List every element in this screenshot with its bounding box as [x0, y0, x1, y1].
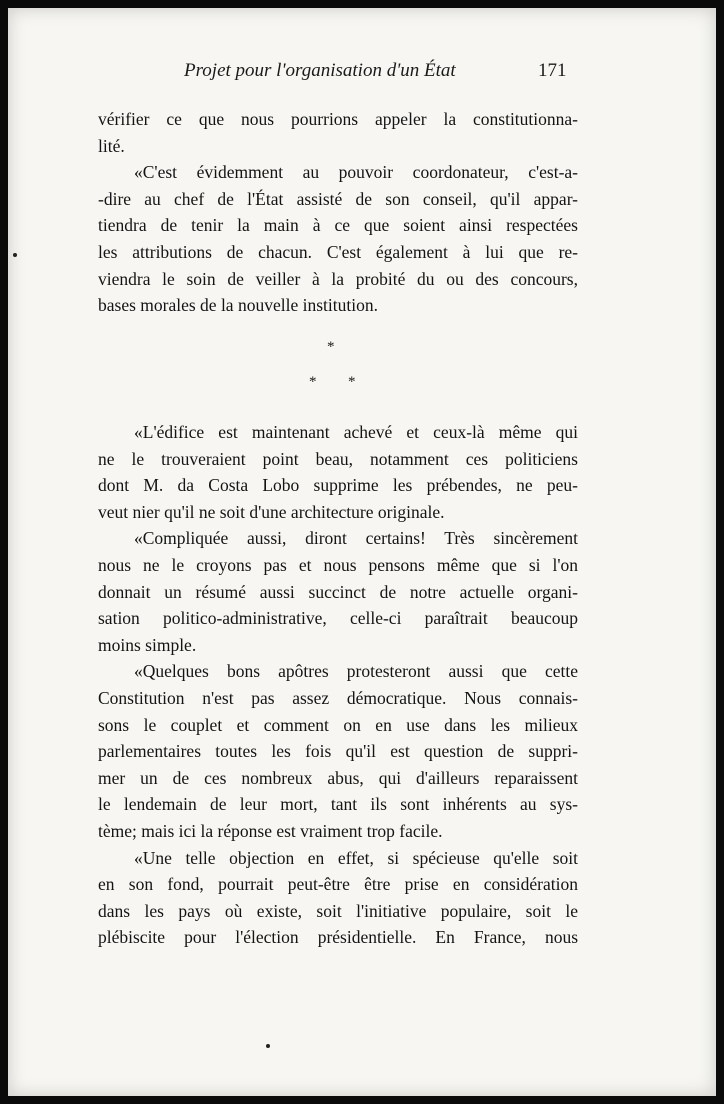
paragraph-start-line: «L'édifice est maintenant achevé et ceux-là même qui — [134, 422, 578, 442]
text-line: Constitution n'est pas assez démocratique. Nous connais- — [98, 687, 578, 708]
text-line: vérifier ce que nous pourrions appeler la constitutionna- — [98, 109, 578, 129]
text-line: sation politico-administrative, celle-ci paraîtrait beaucoup — [98, 608, 578, 629]
paragraph-start-line: «C'est évidemment au pouvoir coordonateur, c'est-a- — [134, 162, 578, 183]
asterisk-right: * — [348, 374, 356, 390]
text-line: dans les pays où existe, soit l'initiative populaire, soit le — [98, 900, 578, 921]
page-number: 171 — [538, 60, 567, 81]
paragraph-start-line: «Quelques bons apôtres protesteront aussi que cette — [134, 661, 578, 682]
text-block-top — [98, 106, 578, 319]
text-line: viendra le soin de veiller à la probité du ou des concours, — [98, 268, 578, 289]
text-block-bottom — [98, 419, 578, 951]
text-line: parlementaires toutes les fois qu'il est question de suppri- — [98, 741, 578, 762]
page-header — [8, 60, 716, 94]
paragraph-start-line: «Une telle objection en effet, si spécieuse qu'elle soit — [134, 847, 578, 868]
asterisk-top: * — [327, 339, 335, 355]
text-line: dont M. da Costa Lobo supprime les prébendes, ne peu- — [98, 475, 578, 496]
paragraph-start-line: «Compliquée aussi, diront certains! Très sincèrement — [134, 528, 578, 549]
book-page — [8, 8, 716, 1096]
text-line: donnait un résumé aussi succinct de notre actuelle organi- — [98, 581, 578, 602]
text-line: les attributions de chacun. C'est également à lui que re- — [98, 241, 578, 262]
text-line: nous ne le croyons pas et nous pensons même que si l'on — [98, 554, 578, 575]
text-line: sons le couplet et comment on en use dans les milieux — [98, 714, 578, 735]
text-line: tème; mais ici la réponse est vraiment trop facile. — [98, 820, 443, 841]
text-line: tiendra de tenir la main à ce que soient ainsi respectées — [98, 215, 578, 236]
scan-speck — [13, 253, 17, 257]
text-line: lité. — [98, 135, 125, 156]
text-line: ne le trouveraient point beau, notamment ces politiciens — [98, 448, 578, 469]
text-line: bases morales de la nouvelle institution. — [98, 295, 378, 316]
text-line: moins simple. — [98, 634, 197, 655]
scan-speck — [266, 1044, 270, 1048]
text-line: le lendemain de leur mort, tant ils sont inhérents au sys- — [98, 794, 578, 815]
text-line: plébiscite pour l'élection présidentielle. En France, nous — [98, 927, 578, 948]
text-line: veut nier qu'il ne soit d'une architecture originale. — [98, 501, 445, 522]
text-line: -dire au chef de l'État assisté de son conseil, qu'il appar- — [98, 188, 578, 209]
text-line: mer un de ces nombreux abus, qui d'ailleurs reparaissent — [98, 767, 578, 788]
asterisk-left: * — [309, 374, 317, 390]
running-title: Projet pour l'organisation d'un État — [184, 60, 456, 81]
text-line: en son fond, pourrait peut-être être prise en considération — [98, 874, 578, 895]
